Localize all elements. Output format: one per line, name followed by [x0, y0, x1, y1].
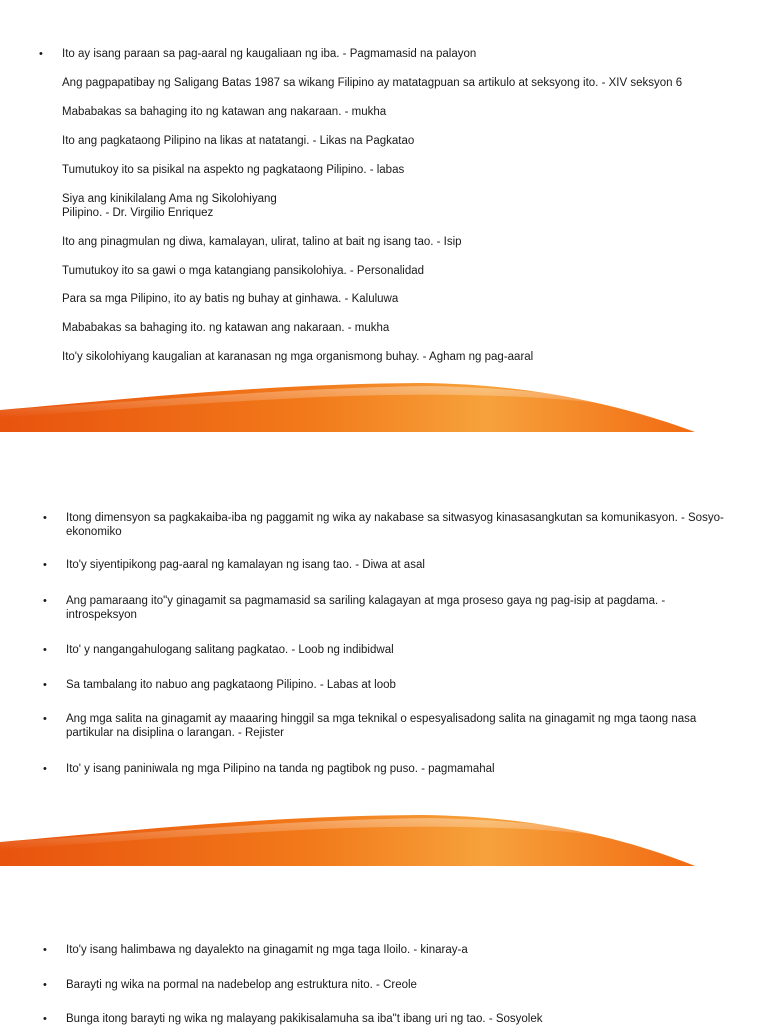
list-item: Ang pagpapatibay ng Saligang Batas 1987 sa wikang Filipino ay matatagpuan sa artikulo at seksyong ito. - XIV seksyon 6 [62, 77, 683, 89]
bullet: • [43, 595, 47, 607]
list-item: Ang mga salita na ginagamit ay maaaring hinggil sa mga teknikal o espesyalisadong salita na ginagamit ng mga taong nasa partikular na disiplina o larangan. - Rejister [66, 713, 697, 739]
list-item: Pilipino. - Dr. Virgilio Enriquez [62, 207, 214, 219]
bullet: • [43, 559, 47, 571]
list-item: Mababakas sa bahaging ito ng katawan ang nakaraan. - mukha [62, 106, 387, 118]
bullet: • [43, 979, 47, 991]
bullet: • [43, 944, 47, 956]
list-item: Ito'y sikolohiyang kaugalian at karanasan ng mga organismong buhay. - Agham ng pag-aaral [62, 351, 534, 363]
bullet: • [39, 48, 43, 60]
list-item: Ito' y nangangahulogang salitang pagkatao. - Loob ng indibidwal [66, 644, 394, 656]
list-item: Ito'y siyentipikong pag-aaral ng kamalayan ng isang tao. - Diwa at asal [66, 559, 425, 571]
list-item: Ito ang pagkataong Pilipino na likas at natatangi. - Likas na Pagkatao [62, 135, 415, 147]
bullet: • [43, 713, 47, 725]
bullet: • [43, 763, 47, 775]
list-item: Tumutukoy ito sa gawi o mga katangiang pansikolohiya. - Personalidad [62, 265, 425, 277]
list-item: Para sa mga Pilipino, ito ay batis ng buhay at ginhawa. - Kaluluwa [62, 293, 399, 305]
list-item: Sa tambalang ito nabuo ang pagkataong Pilipino. - Labas at loob [66, 679, 396, 691]
list-item: Siya ang kinikilalang Ama ng Sikolohiyang [62, 193, 277, 205]
list-item: Bunga itong barayti ng wika ng malayang pakikisalamuha sa iba"t ibang uri ng tao. - Sosyolek [66, 1013, 543, 1025]
list-item: Ito ay isang paraan sa pag-aaral ng kaugaliaan ng iba. - Pagmamasid na palayon [62, 48, 477, 60]
bullet: • [43, 644, 47, 656]
list-item: Ito' y isang paniniwala ng mga Pilipino na tanda ng pagtibok ng puso. - pagmamahal [66, 763, 495, 775]
bullet: • [43, 679, 47, 691]
list-item: Ito ang pinagmulan ng diwa, kamalayan, ulirat, talino at bait ng isang tao. - Isip [62, 236, 462, 248]
list-item: Tumutukoy ito sa pisikal na aspekto ng pagkataong Pilipino. - labas [62, 164, 405, 176]
list-item: Ang pamaraang ito"y ginagamit sa pagmamasid sa sariling kalagayan at mga proseso gaya ng pag-isip at pagdama. - introspeksyon [66, 595, 666, 621]
bullet: • [43, 512, 47, 524]
list-item: Mababakas sa bahaging ito. ng katawan ang nakaraan. - mukha [62, 322, 390, 334]
bullet: • [43, 1013, 47, 1025]
list-item: Itong dimensyon sa pagkakaiba-iba ng paggamit ng wika ay nakabase sa sitwasyog kinasasangkutan sa komunikasyon. - Sosyo-ekonomiko [66, 512, 724, 538]
list-item: Ito'y isang halimbawa ng dayalekto na ginagamit ng mga taga Iloilo. - kinaray-a [66, 944, 468, 956]
list-item: Barayti ng wika na pormal na nadebelop ang estruktura nito. - Creole [66, 979, 417, 991]
